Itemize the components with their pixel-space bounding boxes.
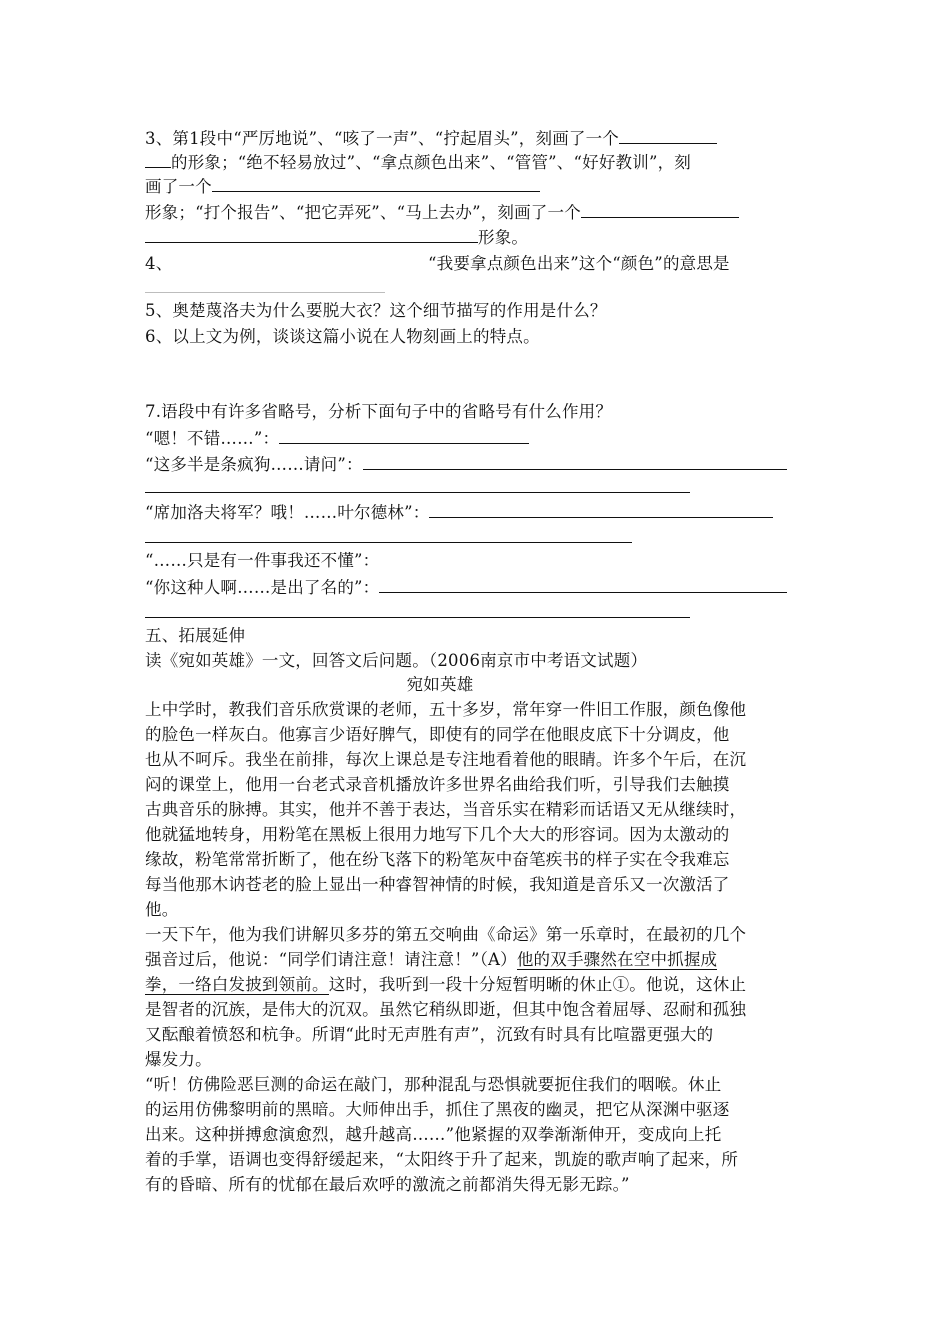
q7-blank-5[interactable]	[379, 575, 787, 593]
article-line: 每当他那木讷苍老的脸上显出一种睿智神情的时候，我知道是音乐又一次激活了	[145, 875, 730, 894]
q4-number: 4、	[145, 254, 173, 273]
article-line: 缘故，粉笔常常折断了，他在纷飞落下的粉笔灰中奋笔疾书的样子实在令我难忘	[145, 850, 730, 869]
article-title: 宛如英雄	[406, 675, 474, 694]
underlined-sentence-a-cont: 拳，一络白发披到领前。	[145, 975, 329, 994]
article-text: 这时，我听到一段十分短暂明晰的休止①。他说，这休止	[328, 975, 747, 994]
article-line: 他就猛地转身，用粉笔在黑板上很用力地写下几个大大的形容词。因为太激动的	[145, 825, 730, 844]
q7-item-2	[145, 452, 825, 477]
article-line: 上中学时，教我们音乐欣赏课的老师，五十多岁，常年穿一件旧工作服，颜色像他	[145, 700, 747, 719]
q7-blank-3[interactable]	[429, 500, 773, 518]
q7-sentence-5: “你这种人啊……是出了名的”：	[145, 578, 380, 597]
q3-line-5	[145, 225, 825, 250]
q7-blank-3-cont[interactable]	[145, 542, 632, 543]
q3-line-1	[145, 126, 825, 151]
q3-text-2: 的形象；“绝不轻易放过”、“拿点颜色出来”、“管管”、“好好教训”，刻	[171, 153, 691, 172]
reading-instruction: 读《宛如英雄》一文，回答文后问题。（2006南京市中考语文试题）	[145, 651, 648, 670]
q5-text: 5、奥楚蔑洛夫为什么要脱大衣？这个细节描写的作用是什么？	[145, 301, 607, 320]
article-line: 古典音乐的脉搏。其实，他并不善于表达，当音乐实在精彩而话语又无从继续时，	[145, 800, 747, 819]
q3-text-3: 画了一个	[145, 177, 212, 196]
q7-blank-1[interactable]	[279, 426, 529, 444]
q3-line-4	[145, 200, 825, 225]
article-line: 出来。这种拼搏愈演愈烈，越升越高……”他紧握的双拳渐渐伸开，变成向上托	[145, 1125, 722, 1144]
section-heading: 五、拓展延伸	[145, 626, 246, 645]
q3-blank-3-cont[interactable]	[145, 225, 478, 243]
q4-line	[145, 252, 825, 276]
article-line: 也从不呵斥。我坐在前排，每次上课总是专注地看着他的眼睛。许多个午后，在沉	[145, 750, 747, 769]
q7-item-5	[145, 575, 825, 600]
q6-text: 6、以上文为例，谈谈这篇小说在人物刻画上的特点。	[145, 327, 540, 346]
q3-line-3	[145, 174, 825, 199]
article-line: “听！仿佛险恶巨测的命运在敲门，那种混乱与恐惧就要扼住我们的咽喉。休止	[145, 1075, 722, 1094]
q4-text: “我要拿点颜色出来”这个“颜色”的意思是	[428, 254, 730, 273]
q3-text-5: 形象。	[478, 228, 529, 247]
article-line: 的脸色一样灰白。他寡言少语好脾气，即使有的同学在他眼皮底下十分调皮，他	[145, 725, 730, 744]
q7-sentence-3: “席加洛夫将军？哦！……叶尔德林”：	[145, 503, 430, 522]
article-line	[145, 948, 825, 972]
q3-blank-3[interactable]	[581, 200, 739, 218]
q7-prompt: 7.语段中有许多省略号，分析下面句子中的省略号有什么作用？	[145, 402, 613, 421]
q3-blank-2[interactable]	[212, 174, 540, 192]
article-line	[145, 973, 825, 997]
q3-text-1: 3、第1段中“严厉地说”、“咳了一声”、“拧起眉头”，刻画了一个	[145, 129, 620, 148]
q7-item-4	[145, 549, 825, 573]
q3-line-2	[145, 150, 825, 175]
q3-blank-1-cont[interactable]	[145, 150, 171, 168]
q7-sentence-2: “这多半是条疯狗……请问”：	[145, 455, 363, 474]
q7-blank-2-cont[interactable]	[145, 492, 690, 493]
article-line: 闷的课堂上，他用一台老式录音机播放许多世界名曲给我们听，引导我们去触摸	[145, 775, 730, 794]
q7-item-1	[145, 426, 825, 451]
article-line: 他。	[145, 900, 179, 919]
underlined-sentence-a: 他的双手骤然在空中抓握成	[516, 950, 718, 969]
q7-item-3	[145, 500, 825, 525]
q7-sentence-1: “嗯！不错……”：	[145, 429, 280, 448]
article-line: 是智者的沉族，是伟大的沉双。虽然它稍纵即逝，但其中饱含着屈辱、忍耐和孤独	[145, 1000, 747, 1019]
q3-text-4: 形象；“打个报告”、“把它弄死”、“马上去办”，刻画了一个	[145, 203, 581, 222]
article-text: 强音过后，他说：“同学们请注意！请注意！”（A）	[145, 950, 517, 969]
article-line: 着的手掌，语调也变得舒缓起来，“太阳终于升了起来，凯旋的歌声响了起来，所	[145, 1150, 739, 1169]
q7-blank-2[interactable]	[363, 452, 787, 470]
q4-answer-line[interactable]	[145, 292, 385, 293]
article-line: 又酝酿着愤怒和杭争。所谓“此时无声胜有声”，沉致有时具有比喧嚣更强大的	[145, 1025, 714, 1044]
article-line: 的运用仿佛黎明前的黑暗。大师伸出手，抓住了黑夜的幽灵，把它从深渊中驱逐	[145, 1100, 730, 1119]
article-line: 爆发力。	[145, 1050, 212, 1069]
article-line: 有的昏暗、所有的忧郁在最后欢呼的激流之前都消失得无影无踪。”	[145, 1175, 630, 1194]
article-line: 一天下午，他为我们讲解贝多芬的第五交响曲《命运》第一乐章时，在最初的几个	[145, 925, 747, 944]
q3-blank-1[interactable]	[619, 126, 717, 144]
q7-sentence-4: “……只是有一件事我还不懂”：	[145, 551, 380, 570]
q7-blank-5-cont[interactable]	[145, 617, 690, 618]
